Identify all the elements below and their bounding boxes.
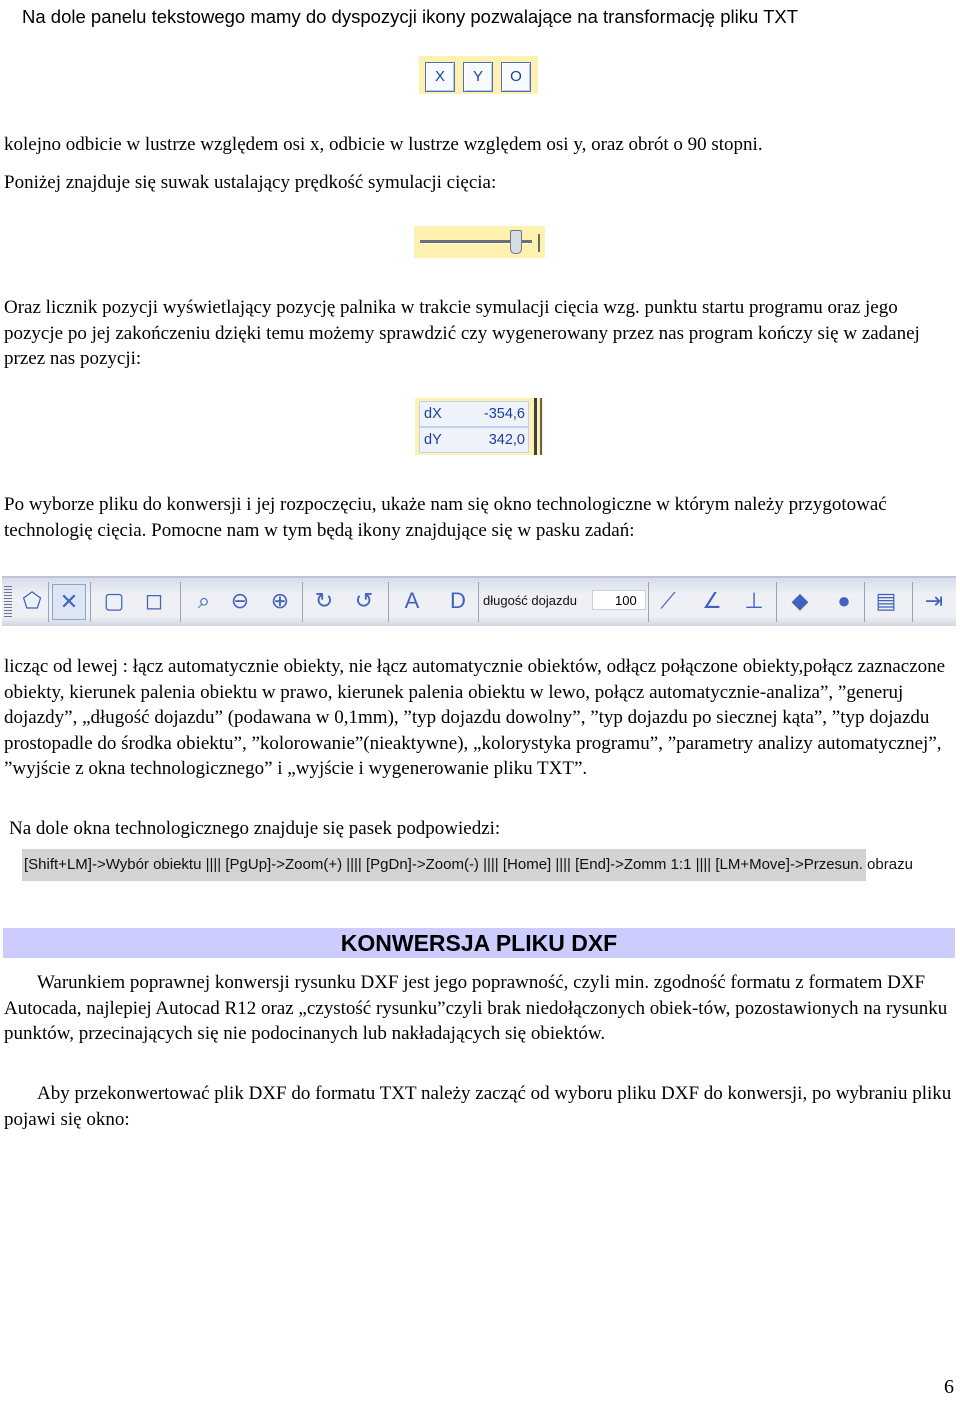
no-join-icon[interactable]: ✕ [52,584,86,620]
join-selected-icon[interactable]: ◻ [144,588,164,613]
icons-description: licząc od lewej : łącz automatycznie obiekty, nie łącz automatycznie obiektów, odłącz połączone obiekty,połącz zaznaczone obiekty, kierunek palenia obiektu w prawo, kierunek palenia obiektu w lewo, połącz automatycznie-analiza”, ”generuj dojazdy”, „długość dojazdu” (podawana w 0,1mm), ”typ dojazdu dowolny”, ”typ dojazdu po siecznej kąta”, ”typ dojazdu prostopadle do środka obiektu”, ”kolorowanie”(nieaktywne), „kolorystyka programu”, ”parametry analizy automatycznej”, ”wyjście z okna technologicznego” i „wyjście i wygenerowanie pliku TXT”. [4,656,946,779]
direction-left-icon[interactable]: ↺ [354,588,374,613]
slider-thumb[interactable] [510,230,522,254]
counter-divider-2 [540,398,542,455]
leadin-length-label: długość dojazdu [483,593,577,608]
intro-text: Na dole panelu tekstowego mamy do dyspozycji ikony pozwalające na transformację pliku TXT [22,6,799,27]
counter-dx-row [419,401,529,427]
mirror-y-button[interactable]: Y [463,62,493,92]
dy-value: 342,0 [488,432,525,448]
direction-right-icon[interactable]: ↻ [314,588,334,613]
leadin-any-icon[interactable]: ⟋ [660,588,676,613]
dxf-paragraph-2: Aby przekonwertować plik DXF do formatu TXT należy zacząć od wyboru pliku DXF do konwersji, po wybraniu pliku pojawi się okno: [4,1083,952,1130]
counter-description: Oraz licznik pozycji wyświetlający pozycję palnika w trakcie symulacji cięcia wzg. punktu startu programu oraz jego pozycje po jej zakończeniu dzięki temu możemy sprawdzić czy wygenerowany przez nas program kończy się w zadanej przez nas pozycji: [4,297,920,369]
leadin-length-input[interactable]: 100 [592,590,646,610]
auto-join-icon[interactable]: ⬠ [22,588,42,613]
toolbar-separator [48,582,49,622]
toolbar-separator [912,582,913,622]
toolbar-separator [648,582,649,622]
toolbar-separator [180,582,181,622]
section-title: KONWERSJA PLIKU DXF [3,928,955,958]
transform-description: kolejno odbicie w lustrze względem osi x, odbicie w lustrze względem osi y, oraz obrót o 90 stopni. [4,134,763,155]
page-number: 6 [944,1376,954,1398]
parameters-icon[interactable]: ▤ [875,588,897,613]
zoom-in-icon[interactable]: ⊕ [270,588,290,613]
toolbar-separator [388,582,389,622]
mirror-x-button[interactable]: X [425,62,455,92]
slider-end-tick [538,234,540,252]
hint-bar: [Shift+LM]->Wybór obiektu |||| [PgUp]->Zoom(+) |||| [PgDn]->Zoom(-) |||| [Home] |||| [End]->Zomm 1:1 |||| [LM+Move]->Przesun. obrazu [22,849,866,881]
zoom-out-icon[interactable]: ⊖ [230,588,250,613]
dy-label: dY [424,432,442,448]
toolbar-separator [864,582,865,622]
auto-analysis-icon[interactable]: A [404,588,420,613]
coloring-icon[interactable]: ◆ [791,588,809,613]
counter-dy-row [419,427,529,453]
rotate-90-button[interactable]: O [501,62,531,92]
generate-leadin-icon[interactable]: D [450,588,466,613]
transform-toolbar [419,56,538,94]
dxf-paragraph-1: Warunkiem poprawnej konwersji rysunku DXF jest jego poprawność, czyli min. zgodność formatu z formatem DXF Autocada, najlepiej Autocad R12 oraz „czystość rysunku”czyli brak niedołączonych obiek-tów, pozostawionych na rysunku punktów, przecinających się nie podocinanych lub nakładających się obiektów. [4,972,948,1044]
toolbar-grip[interactable] [4,586,12,618]
technology-toolbar [2,576,956,626]
slider-description: Poniżej znajduje się suwak ustalający prędkość symulacji cięcia: [4,172,497,193]
simulation-speed-slider[interactable] [414,226,545,258]
zoom-11-icon[interactable]: ⌕ [197,588,211,613]
hint-description: Na dole okna technologicznego znajduje się pasek podpowiedzi: [9,818,501,839]
toolbar-description: Po wyborze pliku do konwersji i jej rozpoczęciu, ukaże nam się okno technologiczne w którym należy przygotować technologię cięcia. Pomocne nam w tym będą ikony znajdujące się w pasku zadań: [4,494,887,541]
dx-label: dX [424,406,442,422]
position-counter [415,398,543,455]
exit-icon[interactable]: ⇥ [924,588,944,613]
toolbar-separator [90,582,91,622]
toolbar-separator [302,582,303,622]
dx-value: -354,6 [483,406,525,422]
color-scheme-icon[interactable]: ● [837,588,851,613]
toolbar-separator [776,582,777,622]
detach-icon[interactable]: ▢ [103,588,125,613]
toolbar-separator [478,582,479,622]
leadin-perpendicular-icon[interactable]: ⊥ [744,588,764,613]
counter-divider [534,398,537,455]
leadin-secant-icon[interactable]: ∠ [702,588,722,613]
